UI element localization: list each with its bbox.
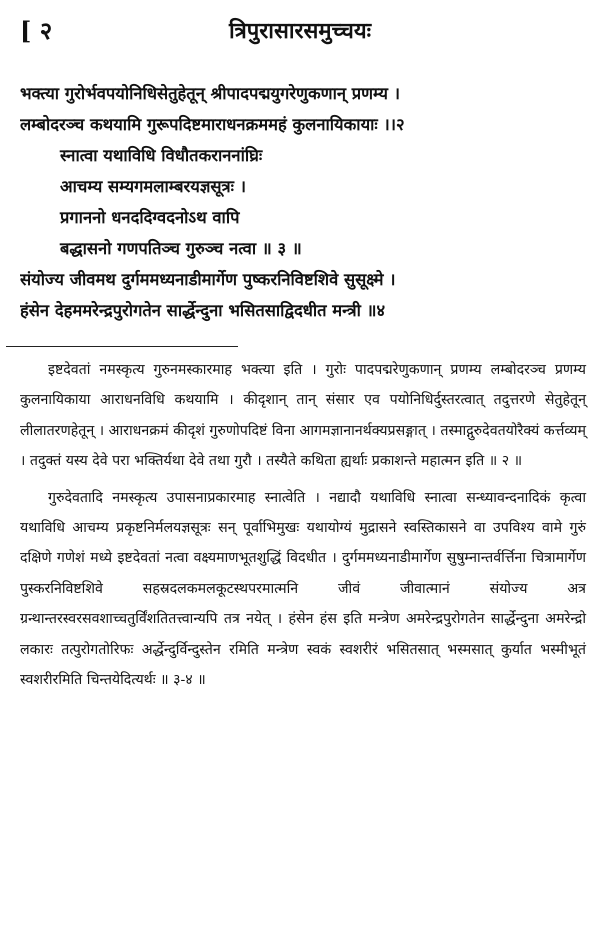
page-number: [ २ — [20, 16, 53, 45]
commentary-block — [20, 355, 586, 695]
verse-line: आचम्य सम्यगमलाम्बरयज्ञसूत्रः । — [60, 177, 246, 196]
verse-line: प्रगाननो धनददिग्वदनोऽथ वापि — [60, 208, 240, 227]
running-title: त्रिपुरासारसमुच्चयः — [228, 18, 372, 44]
verse-line: लम्बोदरञ्च कथयामि गुरूपदिष्टमाराधनक्रममहं कुलनायिकायाः ।।२ — [20, 115, 405, 134]
commentary-paragraph: गुरुदेवतादि नमस्कृत्य उपासनाप्रकारमाह स्नात्वेति । नद्यादौ यथाविधि स्नात्वा सन्ध्यावन्दनादिकं कृत्वा यथाविधि आचम्य प्रकृष्टनिर्मलयज्ञसूत्रः सन् पूर्वाभिमुखः यथायोग्यं मुद्रासने स्वस्तिकासने वा उपविश्य वामे गुरुं दक्षिणे गणेशं मध्ये इष्टदेवतां नत्वा वक्ष्यमाणभूतशुद्धिं विदधीत । दुर्गममध्यनाडीमार्गेण सुषुम्नान्तर्वर्त्तिना चित्रामार्गेण पुस्करनिविष्टशिवे सहस्रदलकमलकूटस्थपरमात्मनि जीवं जीवात्मानं संयोज्य अत्र ग्रन्थान्तरस्वरसवशाच्चतुर्विंशतितत्त्वान्यपि तत्र नयेत् । हंसेन हंस इति मन्त्रेण अमरेन्द्रपुरोगतेन सार्द्धेन्दुना अमरेन्द्रो लकारः तत्पुरोगतोरिफः अर्द्धेन्दुर्विन्दुस्तेन रमिति मन्त्रेण स्वकं स्वशरीरं भसितसात् भस्मसात् कुर्यात भस्मीभूतं स्वशरीरमिति चिन्तयेदित्यर्थः ॥ ३-४ ॥ — [20, 489, 586, 689]
verse-line: बद्धासनो गणपतिञ्च गुरुञ्च नत्वा ॥ ३ ॥ — [60, 239, 302, 258]
separator-rule — [6, 346, 238, 347]
verse-block — [20, 78, 590, 326]
verse-line: हंसेन देहममरेन्द्रपुरोगतेन सार्द्धेन्दुना भसितसाद्विदधीत मन्त्री ॥४ — [20, 301, 386, 320]
page-header — [20, 14, 580, 48]
verse-line: स्नात्वा यथाविधि विधौतकराननांघ्रिः — [60, 146, 263, 165]
verse-line: भक्त्या गुरोर्भवपयोनिधिसेतुहेतून् श्रीपादपद्मयुगरेणुकणान् प्रणम्य । — [20, 84, 400, 103]
commentary-paragraph: इष्टदेवतां नमस्कृत्य गुरुनमस्कारमाह भक्त्या इति । गुरोः पादपद्मरेणुकणान् प्रणम्य लम्बोदरञ्च प्रणम्य कुलनायिकाया आराधनविधि कथयामि । कीदृशान् तान् संसार एव पयोनिधिर्दुस्तरत्वात् तदुत्तरणे सेतुहेतून् लीलातरणहेतून् । आराधनक्रमं कीदृशं गुरुणोपदिष्टं विना आगमज्ञानानर्थक्यप्रसङ्गात् । तस्माद्गुरुदेवतयोरैक्यं कर्त्तव्यम् । तदुक्तं यस्य देवे परा भक्तिर्यथा देवे तथा गुरौ । तस्यैते कथिता ह्यर्थाः प्रकाशन्ते महात्मन इति ॥ २ ॥ — [20, 362, 586, 470]
verse-line: संयोज्य जीवमथ दुर्गममध्यनाडीमार्गेण पुष्करनिविष्टशिवे सुसूक्ष्मे । — [20, 270, 396, 289]
